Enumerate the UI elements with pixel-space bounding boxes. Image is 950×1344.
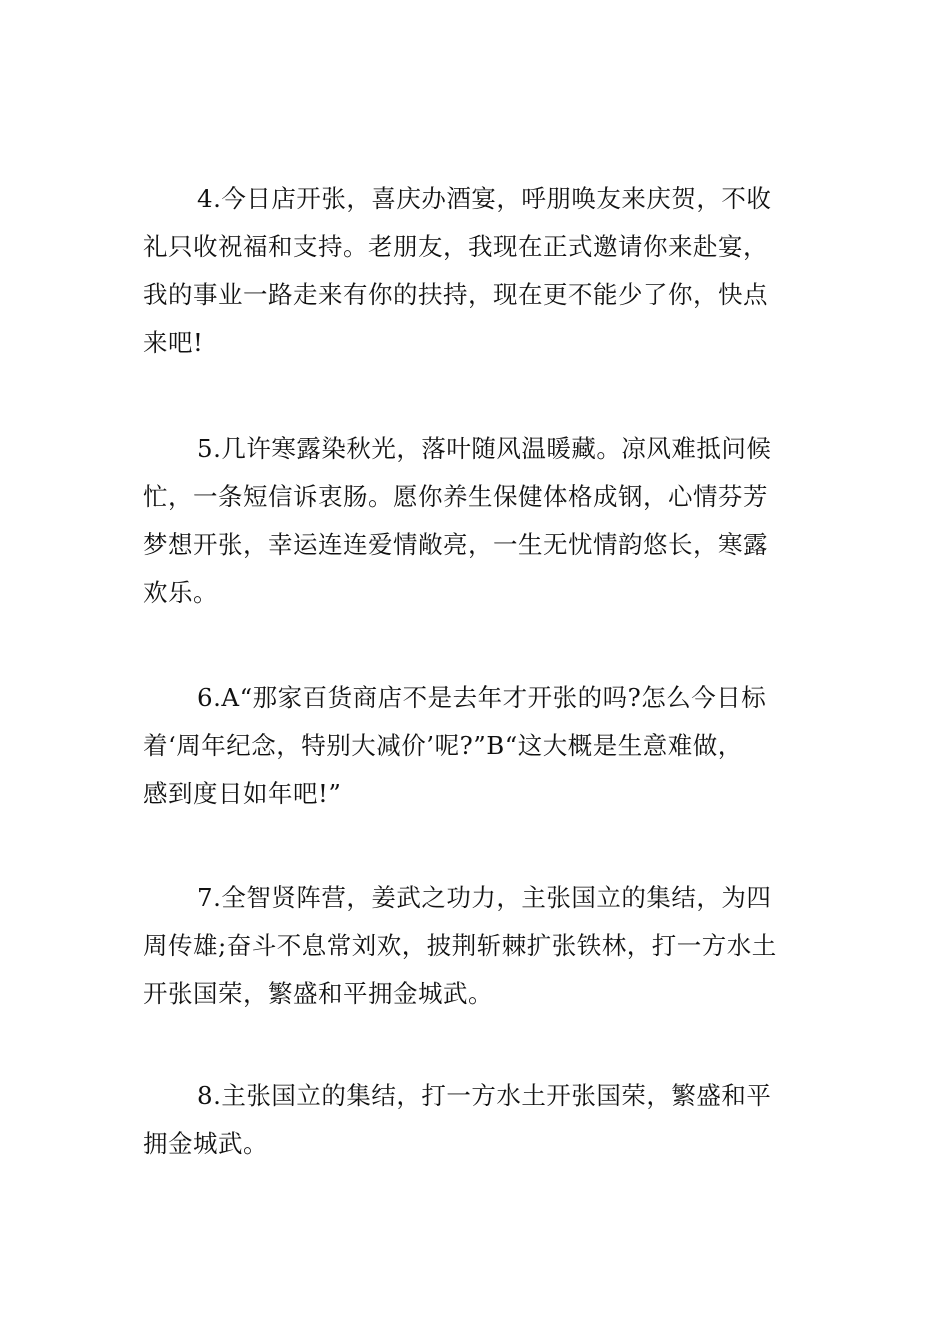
paragraph-line: 8.主张国立的集结，打一方水土开张国荣，繁盛和平 — [197, 1081, 772, 1110]
paragraph-line: 5.几许寒露染秋光，落叶随风温暖藏。凉风难抵问候 — [197, 434, 772, 463]
paragraph-4 — [143, 175, 813, 367]
paragraph-line: 6.A“那家百货商店不是去年才开张的吗?怎么今日标 — [197, 683, 767, 712]
paragraph-6 — [143, 674, 813, 818]
paragraph-line: 4.今日店开张，喜庆办酒宴，呼朋唤友来庆贺，不收 — [197, 184, 772, 213]
paragraph-line: 拥金城武。 — [143, 1129, 268, 1158]
paragraph-line: 梦想开张，幸运连连爱情敞亮，一生无忧情韵悠长，寒露 — [143, 530, 768, 559]
paragraph-line: 忙，一条短信诉衷肠。愿你养生保健体格成钢，心情芬芳 — [143, 482, 768, 511]
paragraph-line: 欢乐。 — [143, 578, 218, 607]
paragraph-line: 周传雄;奋斗不息常刘欢，披荆斩棘扩张铁林，打一方水土 — [143, 931, 777, 960]
paragraph-7 — [143, 874, 813, 1018]
paragraph-8 — [143, 1072, 813, 1168]
paragraph-line: 7.全智贤阵营，姜武之功力，主张国立的集结，为四 — [197, 883, 772, 912]
paragraph-line: 我的事业一路走来有你的扶持，现在更不能少了你，快点 — [143, 280, 768, 309]
paragraph-line: 来吧! — [143, 328, 204, 357]
paragraph-line: 开张国荣，繁盛和平拥金城武。 — [143, 979, 493, 1008]
paragraph-line: 着‘周年纪念，特别大减价’呢?”B“这大概是生意难做， — [143, 731, 743, 760]
paragraph-line: 礼只收祝福和支持。老朋友，我现在正式邀请你来赴宴， — [143, 232, 768, 261]
paragraph-5 — [143, 425, 813, 617]
paragraph-line: 感到度日如年吧!” — [143, 779, 342, 808]
